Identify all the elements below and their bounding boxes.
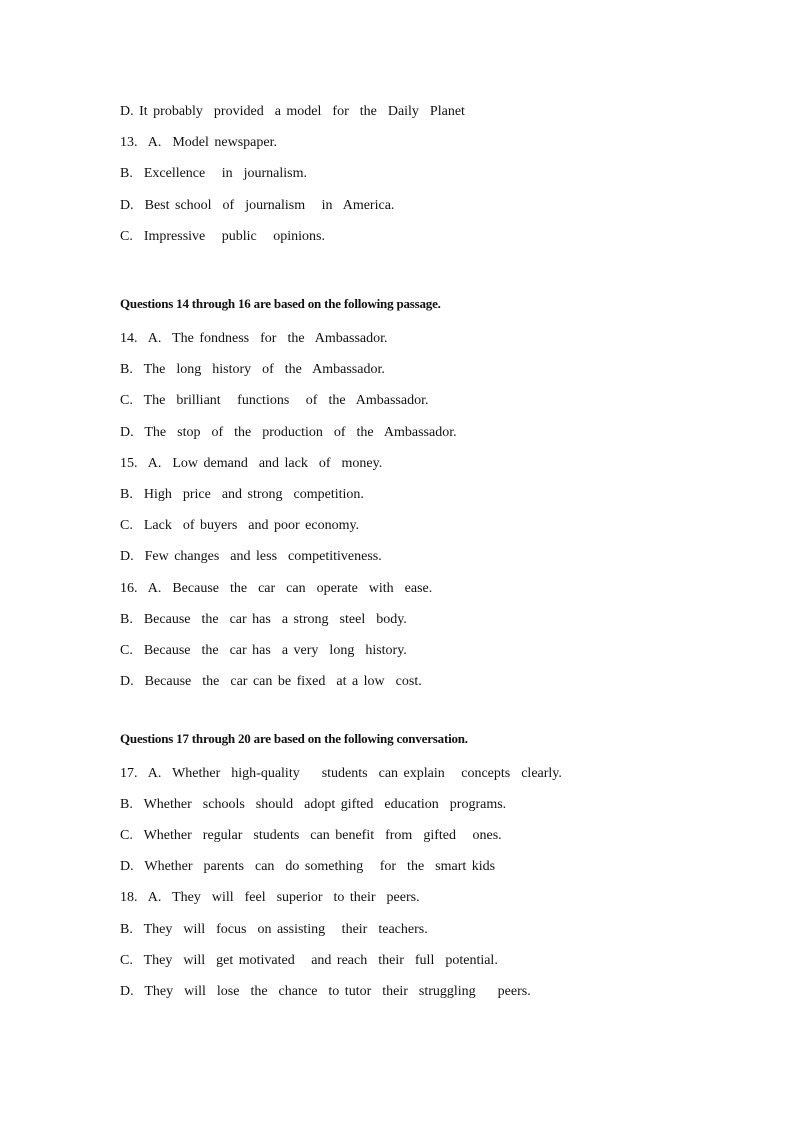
option-14-b: B. The long history of the Ambassador. (120, 362, 385, 377)
option-14-d: D. The stop of the production of the Ambassador. (120, 425, 457, 440)
option-14-c: C. The brilliant functions of the Ambassador. (120, 393, 429, 408)
option-18-b: B. They will focus on assisting their teachers. (120, 922, 428, 937)
option-16-b: B. Because the car has a strong steel body. (120, 612, 407, 627)
option-14-a: 14. A. The fondness for the Ambassador. (120, 331, 388, 346)
section-heading-17-20: Questions 17 through 20 are based on the following conversation. (120, 731, 468, 746)
option-17-b: B. Whether schools should adopt gifted education programs. (120, 797, 507, 812)
option-13-d: D. Best school of journalism in America. (120, 198, 395, 213)
option-12-d: D. It probably provided a model for the Daily Planet (120, 104, 465, 119)
option-18-a: 18. A. They will feel superior to their peers. (120, 890, 420, 905)
option-13-c: C. Impressive public opinions. (120, 229, 325, 244)
section-heading-14-16: Questions 14 through 16 are based on the following passage. (120, 296, 441, 311)
option-16-a: 16. A. Because the car can operate with ease. (120, 581, 433, 596)
option-13-a: 13. A. Model newspaper. (120, 135, 277, 150)
option-15-c: C. Lack of buyers and poor economy. (120, 518, 360, 533)
option-17-a: 17. A. Whether high-quality students can explain concepts clearly. (120, 766, 562, 781)
option-17-c: C. Whether regular students can benefit from gifted ones. (120, 828, 502, 843)
option-17-d: D. Whether parents can do something for the smart kids (120, 859, 496, 874)
option-15-a: 15. A. Low demand and lack of money. (120, 456, 383, 471)
option-16-c: C. Because the car has a very long history. (120, 643, 407, 658)
option-15-d: D. Few changes and less competitiveness. (120, 549, 382, 564)
option-16-d: D. Because the car can be fixed at a low cost. (120, 674, 422, 689)
option-13-b: B. Excellence in journalism. (120, 166, 308, 181)
option-18-d: D. They will lose the chance to tutor their struggling peers. (120, 984, 531, 999)
option-18-c: C. They will get motivated and reach their full potential. (120, 953, 498, 968)
option-15-b: B. High price and strong competition. (120, 487, 364, 502)
